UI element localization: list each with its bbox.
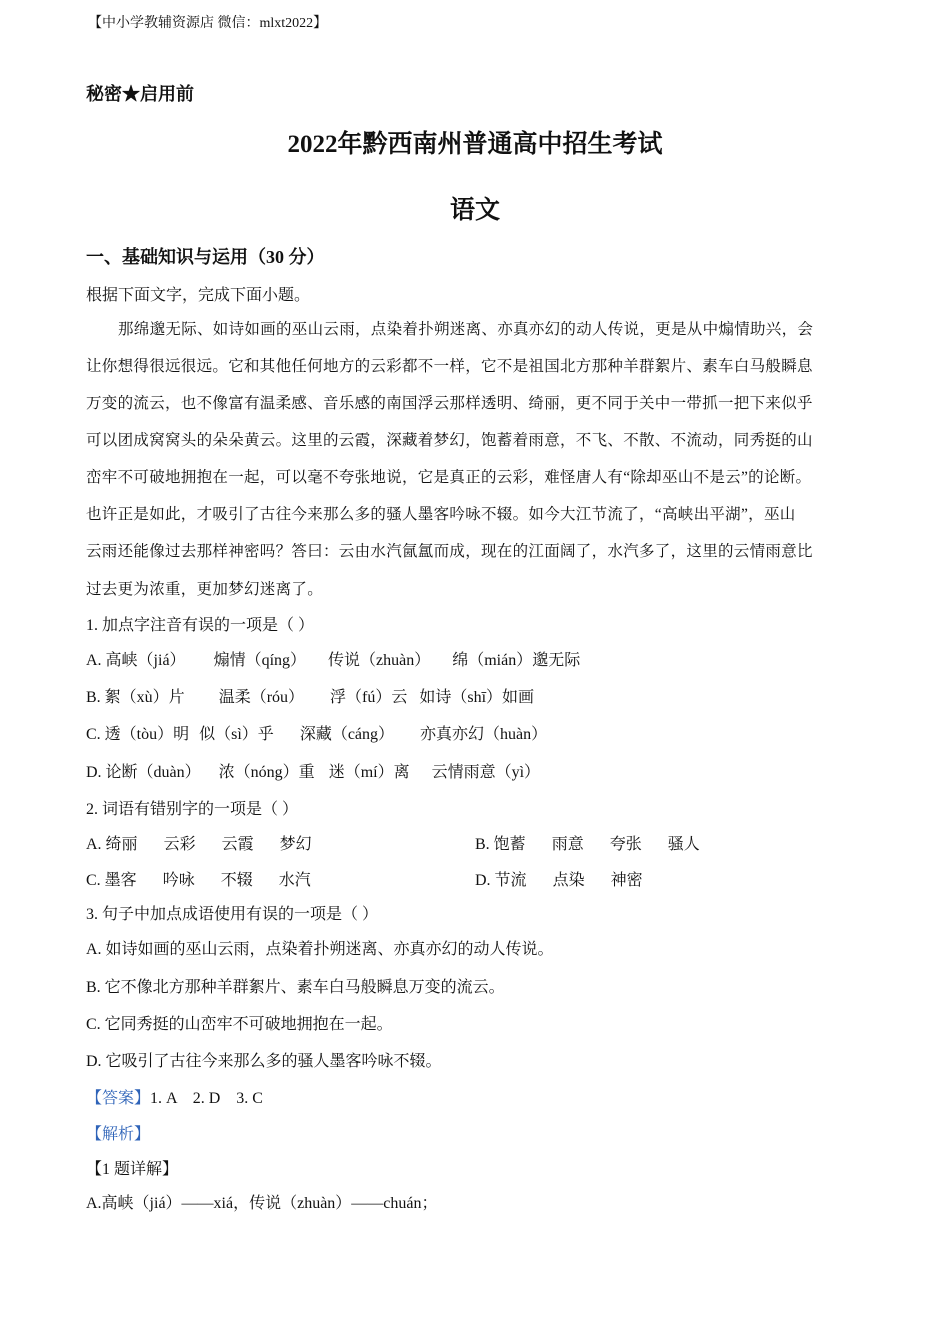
- option-part: 煽情（qíng）: [213, 652, 307, 669]
- question-2-option-d: [475, 867, 643, 890]
- option-part: A. 绮丽: [86, 836, 138, 853]
- confidential-label: 秘密★启用前: [86, 84, 194, 104]
- option-part: 传说（zhuàn）: [328, 652, 431, 669]
- question-1-option-c: [86, 721, 547, 744]
- header-note: 【中小学教辅资源店 微信：mlxt2022】: [88, 16, 328, 31]
- option-part: 绵（mián）邈无际: [452, 652, 581, 669]
- question-1-option-a: [86, 647, 580, 670]
- option-part: 亦真亦幻（huàn）: [420, 726, 548, 743]
- question-3-option-b: B. 它不像北方那种羊群絮片、素车白马般瞬息万变的流云。: [86, 979, 505, 996]
- option-part: C. 透（tòu）明: [86, 726, 190, 743]
- option-part: 水汽: [278, 872, 311, 889]
- option-part: B. 饱蓄: [475, 836, 526, 853]
- question-2-stem: 2. 词语有错别字的一项是（ ）: [86, 801, 299, 818]
- option-part: 深藏（cáng）: [299, 726, 395, 743]
- analysis-label: 【解析】: [86, 1126, 151, 1143]
- answer-label: 【答案】: [86, 1090, 151, 1107]
- question-2-option-a: [86, 831, 312, 854]
- section-title: 一、基础知识与运用（30 分）: [86, 247, 325, 267]
- option-part: 夸张: [609, 836, 642, 853]
- option-part: 迷（mí）离: [328, 764, 410, 781]
- option-part: 云彩: [163, 836, 196, 853]
- option-part: C. 墨客: [86, 872, 137, 889]
- option-part: 吟咏: [162, 872, 195, 889]
- option-part: D. 节流: [475, 872, 527, 889]
- option-part: 云霞: [221, 836, 254, 853]
- passage-line: 那绵邈无际、如诗如画的巫山云雨，点染着扑朔迷离、亦真亦幻的动人传说，更是从中煽情助兴，会: [118, 321, 814, 338]
- answer-text: 1. A 2. D 3. C: [150, 1090, 263, 1107]
- question-2-option-c: [86, 867, 311, 890]
- question-1-option-d: [86, 759, 540, 782]
- option-part: 似（sì）乎: [199, 726, 274, 743]
- option-part: B. 絮（xù）片: [86, 689, 185, 706]
- passage-line: 可以团成窝窝头的朵朵黄云。这里的云霞，深藏着梦幻，饱蓄着雨意，不飞、不散、不流动，同秀挺的山: [86, 432, 813, 449]
- question-3-stem: 3. 句子中加点成语使用有误的一项是（ ）: [86, 906, 379, 923]
- option-part: 如诗（shī）如画: [419, 689, 535, 706]
- passage-line: 过去更为浓重，更加梦幻迷离了。: [86, 581, 324, 598]
- option-part: 骚人: [667, 836, 700, 853]
- detail-title: 【1 题详解】: [86, 1161, 179, 1178]
- option-part: 浓（nóng）重: [218, 764, 315, 781]
- passage-line: 峦牢不可破地拥抱在一起，可以毫不夸张地说，它是真正的云彩，难怪唐人有“除却巫山不是云”的论断。: [86, 469, 812, 486]
- option-part: 点染: [552, 872, 585, 889]
- option-part: 不辍: [220, 872, 253, 889]
- passage-line: 万变的流云，也不像富有温柔感、音乐感的南国浮云那样透明、绮丽，更不同于关中一带抓一把下来似乎: [86, 395, 813, 412]
- option-part: 浮（fú）云: [330, 689, 408, 706]
- passage-line: 也许正是如此，才吸引了古往今来那么多的骚人墨客吟咏不辍。如今大江节流了，“高峡出平湖”，巫山: [86, 506, 796, 523]
- question-3-option-c: C. 它同秀挺的山峦牢不可破地拥抱在一起。: [86, 1016, 393, 1033]
- question-3-option-a: A. 如诗如画的巫山云雨，点染着扑朔迷离、亦真亦幻的动人传说。: [86, 941, 554, 958]
- option-part: 温柔（róu）: [218, 689, 305, 706]
- question-3-option-d: D. 它吸引了古往今来那么多的骚人墨客吟咏不辍。: [86, 1053, 442, 1070]
- passage-line: 云雨还能像过去那样神密吗？答曰：云由水汽氤氲而成，现在的江面阔了，水汽多了，这里的云情雨意比: [86, 543, 813, 560]
- passage-line: 让你想得很远很远。它和其他任何地方的云彩都不一样，它不是祖国北方那种羊群絮片、素车白马般瞬息: [86, 358, 813, 375]
- detail-line: A.高峡（jiá）——xiá，传说（zhuàn）——chuán；: [86, 1195, 438, 1212]
- question-2-option-b: [475, 831, 700, 854]
- option-part: 云情雨意（yì）: [431, 764, 541, 781]
- exam-title: 2022年黔西南州普通高中招生考试: [287, 131, 663, 158]
- answer-line: [86, 1085, 263, 1108]
- option-part: 神密: [610, 872, 643, 889]
- option-part: A. 高峡（jiá）: [86, 652, 186, 669]
- option-part: 梦幻: [279, 836, 312, 853]
- subject-title: 语文: [449, 197, 500, 224]
- question-1-stem: 1. 加点字注音有误的一项是（ ）: [86, 617, 315, 634]
- option-part: D. 论断（duàn）: [86, 764, 201, 781]
- option-part: 雨意: [551, 836, 584, 853]
- instruction-text: 根据下面文字，完成下面小题。: [86, 287, 311, 304]
- question-1-option-b: [86, 684, 534, 707]
